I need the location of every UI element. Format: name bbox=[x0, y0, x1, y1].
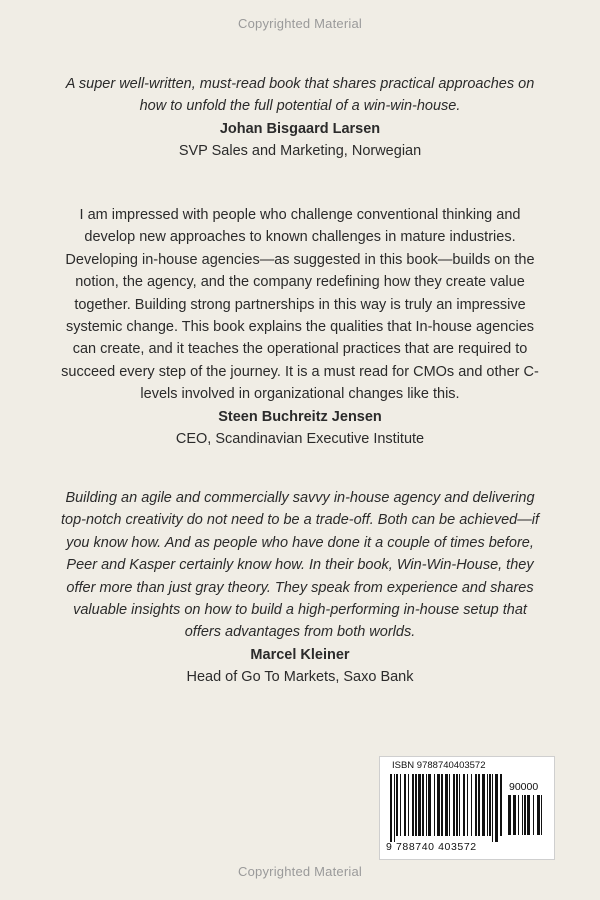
endorsement-1 bbox=[60, 73, 540, 163]
barcode-bar bbox=[524, 795, 526, 835]
endorsement-author: Steen Buchreitz Jensen bbox=[218, 408, 382, 425]
endorsement-author: Marcel Kleiner bbox=[250, 646, 350, 663]
barcode-bar bbox=[508, 795, 511, 835]
endorsement-author: Johan Bisgaard Larsen bbox=[219, 120, 381, 137]
barcode-bar bbox=[394, 774, 395, 842]
barcode-bar bbox=[415, 774, 417, 836]
barcode-bar bbox=[518, 795, 519, 835]
barcode-bar bbox=[453, 774, 455, 836]
barcode-bar bbox=[390, 774, 392, 842]
isbn-barcode bbox=[379, 756, 555, 860]
barcode-bar bbox=[537, 795, 540, 835]
endorsement-2 bbox=[60, 204, 540, 450]
barcode-bar bbox=[445, 774, 448, 836]
ean13-barcode-bars bbox=[390, 774, 502, 842]
barcode-bar bbox=[533, 795, 534, 835]
barcode-bar bbox=[513, 795, 516, 835]
barcode-digits: 9 788740 403572 bbox=[386, 841, 477, 853]
barcode-bar bbox=[456, 774, 458, 836]
endorsement-quote: Building an agile and commercially savvy in-house agency and delivering top-notch creativity do not need to be a trade-off. Both can be achieved—if you know how. And as people who have done it a couple of times before, Peer and Kasper certainly know how. In their book, Win-Win-House, they offer more than just gray theory. They speak from experience and shares valuable insights on how to build a high-performing in-house setup that offers advantages from both worlds. bbox=[61, 490, 539, 641]
barcode-bar bbox=[441, 774, 443, 836]
barcode-bar bbox=[396, 774, 398, 836]
copyright-watermark-bottom: Copyrighted Material bbox=[238, 864, 362, 879]
endorsement-quote: A super well-written, must-read book that shares practical approaches on how to unfold the full potential of a win-win-house. bbox=[65, 76, 535, 115]
barcode-bar bbox=[492, 774, 493, 842]
barcode-bar bbox=[422, 774, 424, 836]
copyright-watermark-top: Copyrighted Material bbox=[238, 16, 362, 31]
barcode-bar bbox=[426, 774, 427, 836]
barcode-bar bbox=[467, 774, 468, 836]
barcode-bar bbox=[428, 774, 431, 836]
barcode-bar bbox=[475, 774, 477, 836]
barcode-bar bbox=[400, 774, 401, 836]
barcode-bar bbox=[408, 774, 409, 836]
barcode-bar bbox=[434, 774, 435, 836]
barcode-bar bbox=[418, 774, 421, 836]
endorsement-role: Head of Go To Markets, Saxo Bank bbox=[186, 669, 414, 686]
barcode-bar bbox=[489, 774, 491, 836]
barcode-bar bbox=[495, 774, 498, 842]
barcode-bar bbox=[471, 774, 472, 836]
endorsement-role: CEO, Scandinavian Executive Institute bbox=[175, 431, 425, 448]
barcode-bar bbox=[487, 774, 488, 836]
barcode-bar bbox=[522, 795, 523, 835]
endorsement-3 bbox=[60, 487, 540, 689]
price-code: 90000 bbox=[509, 781, 539, 793]
endorsement-role: SVP Sales and Marketing, Norwegian bbox=[178, 143, 422, 160]
endorsement-quote: I am impressed with people who challenge conventional thinking and develop new approaches to known challenges in mature industries. Developing in-house agencies—as suggested in this book—builds on the notion, the agency, and the company redefining how they create value together. Building strong partnerships in this way is truly an impressive systemic change. This book explains the qualities that In-house agencies can create, and it teaches the operational practices that are required to succeed every step of the journey. It is a must read for CMOs and other C-levels involved in organizational changes like this. bbox=[61, 207, 539, 403]
barcode-bar bbox=[463, 774, 465, 836]
barcode-bar bbox=[412, 774, 414, 836]
barcode-bar bbox=[449, 774, 450, 836]
isbn-label: ISBN 9788740403572 bbox=[392, 760, 486, 771]
barcode-bar bbox=[437, 774, 440, 836]
barcode-bar bbox=[459, 774, 460, 836]
barcode-bar bbox=[541, 795, 542, 835]
addon-barcode-bars bbox=[508, 795, 544, 841]
barcode-bar bbox=[527, 795, 530, 835]
barcode-bar bbox=[500, 774, 502, 836]
barcode-bar bbox=[404, 774, 406, 836]
barcode-bar bbox=[478, 774, 480, 836]
barcode-bar bbox=[482, 774, 485, 836]
